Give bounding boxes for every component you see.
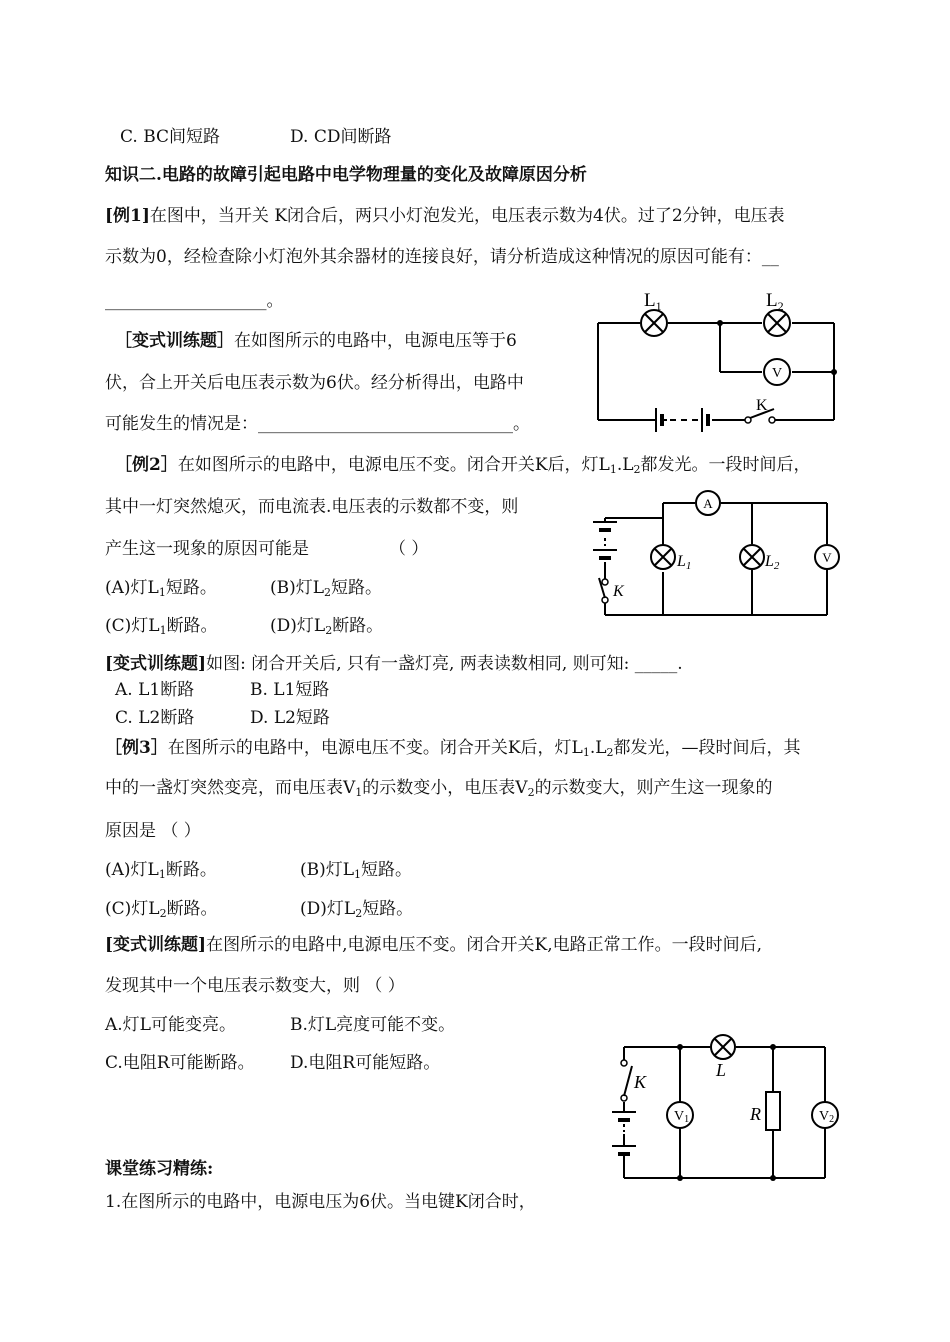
- example-1-line-1: [105, 205, 785, 227]
- lamp-l1-icon: [651, 545, 675, 569]
- example-1-line-2: 示数为0，经检查除小灯泡外其余器材的连接良好，请分析造成这种情况的原因可能有：__: [105, 247, 779, 267]
- example-2-option-a: (A)灯$L_1$短路。: [105, 578, 217, 599]
- variation-3-tag: [变式训练题]: [105, 935, 207, 955]
- variation-1-line-1: [115, 330, 517, 352]
- example-1-text: 在图中，当开关 K闭合后，两只小灯泡发光，电压表示数为4伏。过了2分钟，电压表: [149, 206, 785, 226]
- lamp-l1-label: L1: [677, 553, 692, 572]
- example-2-line-3: 产生这一现象的原因可能是 （ ）: [105, 539, 429, 559]
- switch-label: K: [613, 583, 624, 600]
- option-d: D. CD间断路: [290, 127, 392, 147]
- variation-3-option-a: A.灯L可能变亮。: [105, 1015, 236, 1035]
- variation-2-option-a: A. L1断路: [115, 680, 195, 700]
- voltmeter-label: V: [771, 366, 783, 381]
- lamp-l1-icon: [641, 310, 667, 336]
- lamp-l2-label: $L_2$: [766, 290, 784, 313]
- circuit-figure-3: [600, 1030, 840, 1185]
- voltmeter-v1-label: V1: [674, 1109, 690, 1125]
- variation-3-option-d: D.电阻R可能短路。: [290, 1053, 441, 1073]
- lamp-l-label: L: [716, 1060, 727, 1080]
- example-2-option-b: (B)灯$L_2$短路。: [270, 578, 383, 599]
- lamp-l-icon: [711, 1035, 735, 1059]
- variation-2-line-1: [105, 653, 683, 675]
- example-1-line-3: ___________________。: [105, 291, 284, 311]
- variation-1-text: 在如图所示的电路中，电源电压等于6: [234, 331, 517, 351]
- switch-label: K: [634, 1072, 647, 1092]
- example-3-option-b: (B)灯$L_1$短路。: [300, 860, 413, 881]
- voltmeter-v2-label: V2: [819, 1109, 835, 1125]
- variation-3-line-1: [105, 934, 762, 956]
- variation-2-tag: [变式训练题]: [105, 654, 207, 674]
- example-2-line-2: 其中一灯突然熄灭，而电流表.电压表的示数都不变，则: [105, 497, 519, 517]
- variation-2-text: 如图: 闭合开关后, 只有一盏灯亮, 两表读数相同, 则可知: _____.: [206, 654, 683, 674]
- variation-3-option-b: B.灯L亮度可能不变。: [290, 1015, 456, 1035]
- switch-label: K: [756, 397, 768, 414]
- lamp-l2-icon: [740, 545, 764, 569]
- lamp-l1-label: $L_1$: [644, 290, 662, 313]
- example-3-line-1: ［例3］在图所示的电路中，电源电压不变。闭合开关K后，灯$L_1.L_2$都发光，—段时间后，其: [105, 738, 801, 759]
- resistor-icon: [766, 1092, 780, 1130]
- circuit-figure-1: [590, 290, 850, 440]
- ammeter-label: A: [703, 496, 713, 511]
- section-title: 知识二.电路的故障引起电路中电学物理量的变化及故障原因分析: [105, 165, 587, 185]
- example-2-tag: ［例2］: [115, 455, 178, 475]
- example-3-line-2: 中的一盏灯突然变亮，而电压表$V_1$的示数变小，电压表$V_2$的示数变大，则产生这一现象的: [105, 778, 773, 799]
- practice-question-1: 1.在图所示的电路中，电源电压为6伏。当电键K闭合时，: [105, 1192, 536, 1212]
- variation-1-line-2: 伏，合上开关后电压表示数为6伏。经分析得出，电路中: [105, 373, 524, 393]
- example-1-tag: [例1]: [105, 206, 150, 226]
- variation-1-tag: ［变式训练题］: [115, 331, 234, 351]
- option-c: C. BC间短路: [120, 127, 221, 147]
- variation-2-option-c: C. L2断路: [115, 708, 195, 728]
- variation-2-option-d: D. L2短路: [250, 708, 330, 728]
- variation-3-line-2: 发现其中一个电压表示数变大，则 （ ）: [105, 976, 405, 996]
- variation-3-text: 在图所示的电路中,电源电压不变。闭合开关K,电路正常工作。一段时间后,: [206, 935, 763, 955]
- lamp-l2-label: L2: [765, 553, 780, 572]
- lamp-l2-icon: [764, 310, 790, 336]
- switch-icon: [621, 1060, 632, 1101]
- example-2-option-c: (C)灯$L_1$断路。: [105, 616, 218, 637]
- example-3-option-d: (D)灯$L_2$短路。: [300, 899, 414, 920]
- example-3-tag: ［例3］: [105, 738, 168, 758]
- example-3-line-3: 原因是 （ ）: [105, 821, 201, 841]
- variation-2-option-b: B. L1短路: [250, 680, 330, 700]
- example-3-option-c: (C)灯$L_2$断路。: [105, 899, 218, 920]
- circuit-figure-2: [585, 488, 850, 623]
- practice-title: 课堂练习精练:: [105, 1159, 214, 1179]
- example-2-line-1: ［例2］在如图所示的电路中，电源电压不变。闭合开关K后，灯$L_1.L_2$都发光。一段时间后，: [115, 455, 811, 476]
- variation-3-option-c: C.电阻R可能断路。: [105, 1053, 255, 1073]
- variation-1-line-3: 可能发生的情况是：______________________________。: [105, 414, 530, 434]
- voltmeter-label: V: [822, 550, 832, 565]
- switch-icon: [599, 578, 608, 603]
- example-3-option-a: (A)灯$L_1$断路。: [105, 860, 217, 881]
- example-2-option-d: (D)灯$L_2$断路。: [270, 616, 384, 637]
- resistor-label: R: [750, 1104, 761, 1124]
